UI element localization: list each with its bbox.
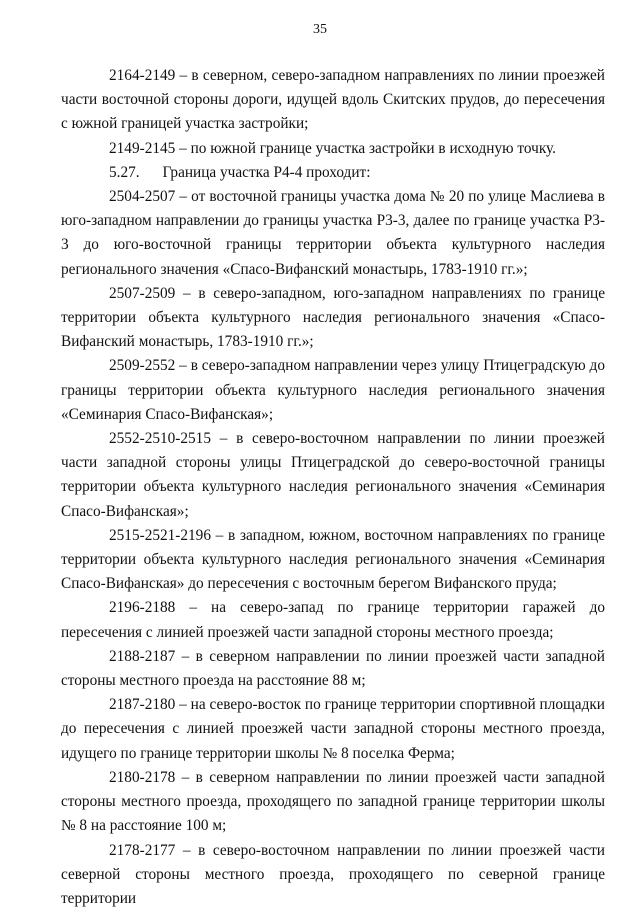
paragraph-2149-2145: 2149-2145 – по южной границе участка застройки в исходную точку. xyxy=(109,139,556,157)
paragraph-2178-2177: 2178-2177 – в северо-восточном направлении по линии проезжей части северной стороны местного проезда, проходящего по северной границе территории xyxy=(61,841,605,907)
paragraph-2509-2552: 2509-2552 – в северо-западном направлении через улицу Птицеградскую до границы территории объекта культурного наследия регионального значения «Семинария Спасо-Вифанская»; xyxy=(61,357,605,423)
paragraph-2188-2187: 2188-2187 – в северном направлении по линии проезжей части западной стороны местного проезда на расстояние 88 м; xyxy=(61,647,605,690)
page-number: 35 xyxy=(313,22,327,37)
paragraph-2507-2509: 2507-2509 – в северо-западном, юго-западном направлениях по границе территории объекта культурного наследия регионального значения «Спасо-Вифанский монастырь, 1783-1910 гг.»; xyxy=(61,284,605,351)
section-heading-5-27: 5.27. Граница участка Р4-4 проходит: xyxy=(109,163,371,181)
paragraph-2504-2507: 2504-2507 – от восточной границы участка дома № 20 по улице Маслиева в юго-западном направлении до границы участка Р3-3, далее по границе участка Р3-3 до юго-восточной границы территории объекта культурного наследия регионального значения «Спасо-Вифанский монастырь, 1783-1910 гг.»; xyxy=(61,188,605,278)
paragraph-2187-2180: 2187-2180 – на северо-восток по границе территории спортивной площадки до пересечения с линией проезжей части западной стороны местного проезда, идущего по границе территории школы № 8 поселка Ферма; xyxy=(61,696,605,762)
paragraph-2552-2510-2515: 2552-2510-2515 – в северо-восточном направлении по линии проезжей части западной стороны улицы Птицеградской до северо-восточной границы территории объекта культурного наследия регионального значения «Семинария Спасо-Вифанская»; xyxy=(61,430,605,520)
paragraph-2196-2188: 2196-2188 – на северо-запад по границе территории гаражей до пересечения с линией проезжей части западной стороны местного проезда; xyxy=(61,599,605,641)
paragraph-2164-2149: 2164-2149 – в северном, северо-западном направлениях по линии проезжей части восточной стороны дороги, идущей вдоль Скитских прудов, до пересечения с южной границей участка застройки; xyxy=(61,67,605,133)
paragraph-2515-2521-2196: 2515-2521-2196 – в западном, южном, восточном направлениях по границе территории объекта культурного наследия регионального значения «Семинария Спасо-Вифанская» до пересечения с восточным берегом Вифанского пруда; xyxy=(61,526,605,593)
paragraph-2180-2178: 2180-2178 – в северном направлении по линии проезжей части западной стороны местного проезда, проходящего по западной границе территории школы № 8 на расстояние 100 м; xyxy=(61,768,605,835)
document-body xyxy=(61,64,605,911)
